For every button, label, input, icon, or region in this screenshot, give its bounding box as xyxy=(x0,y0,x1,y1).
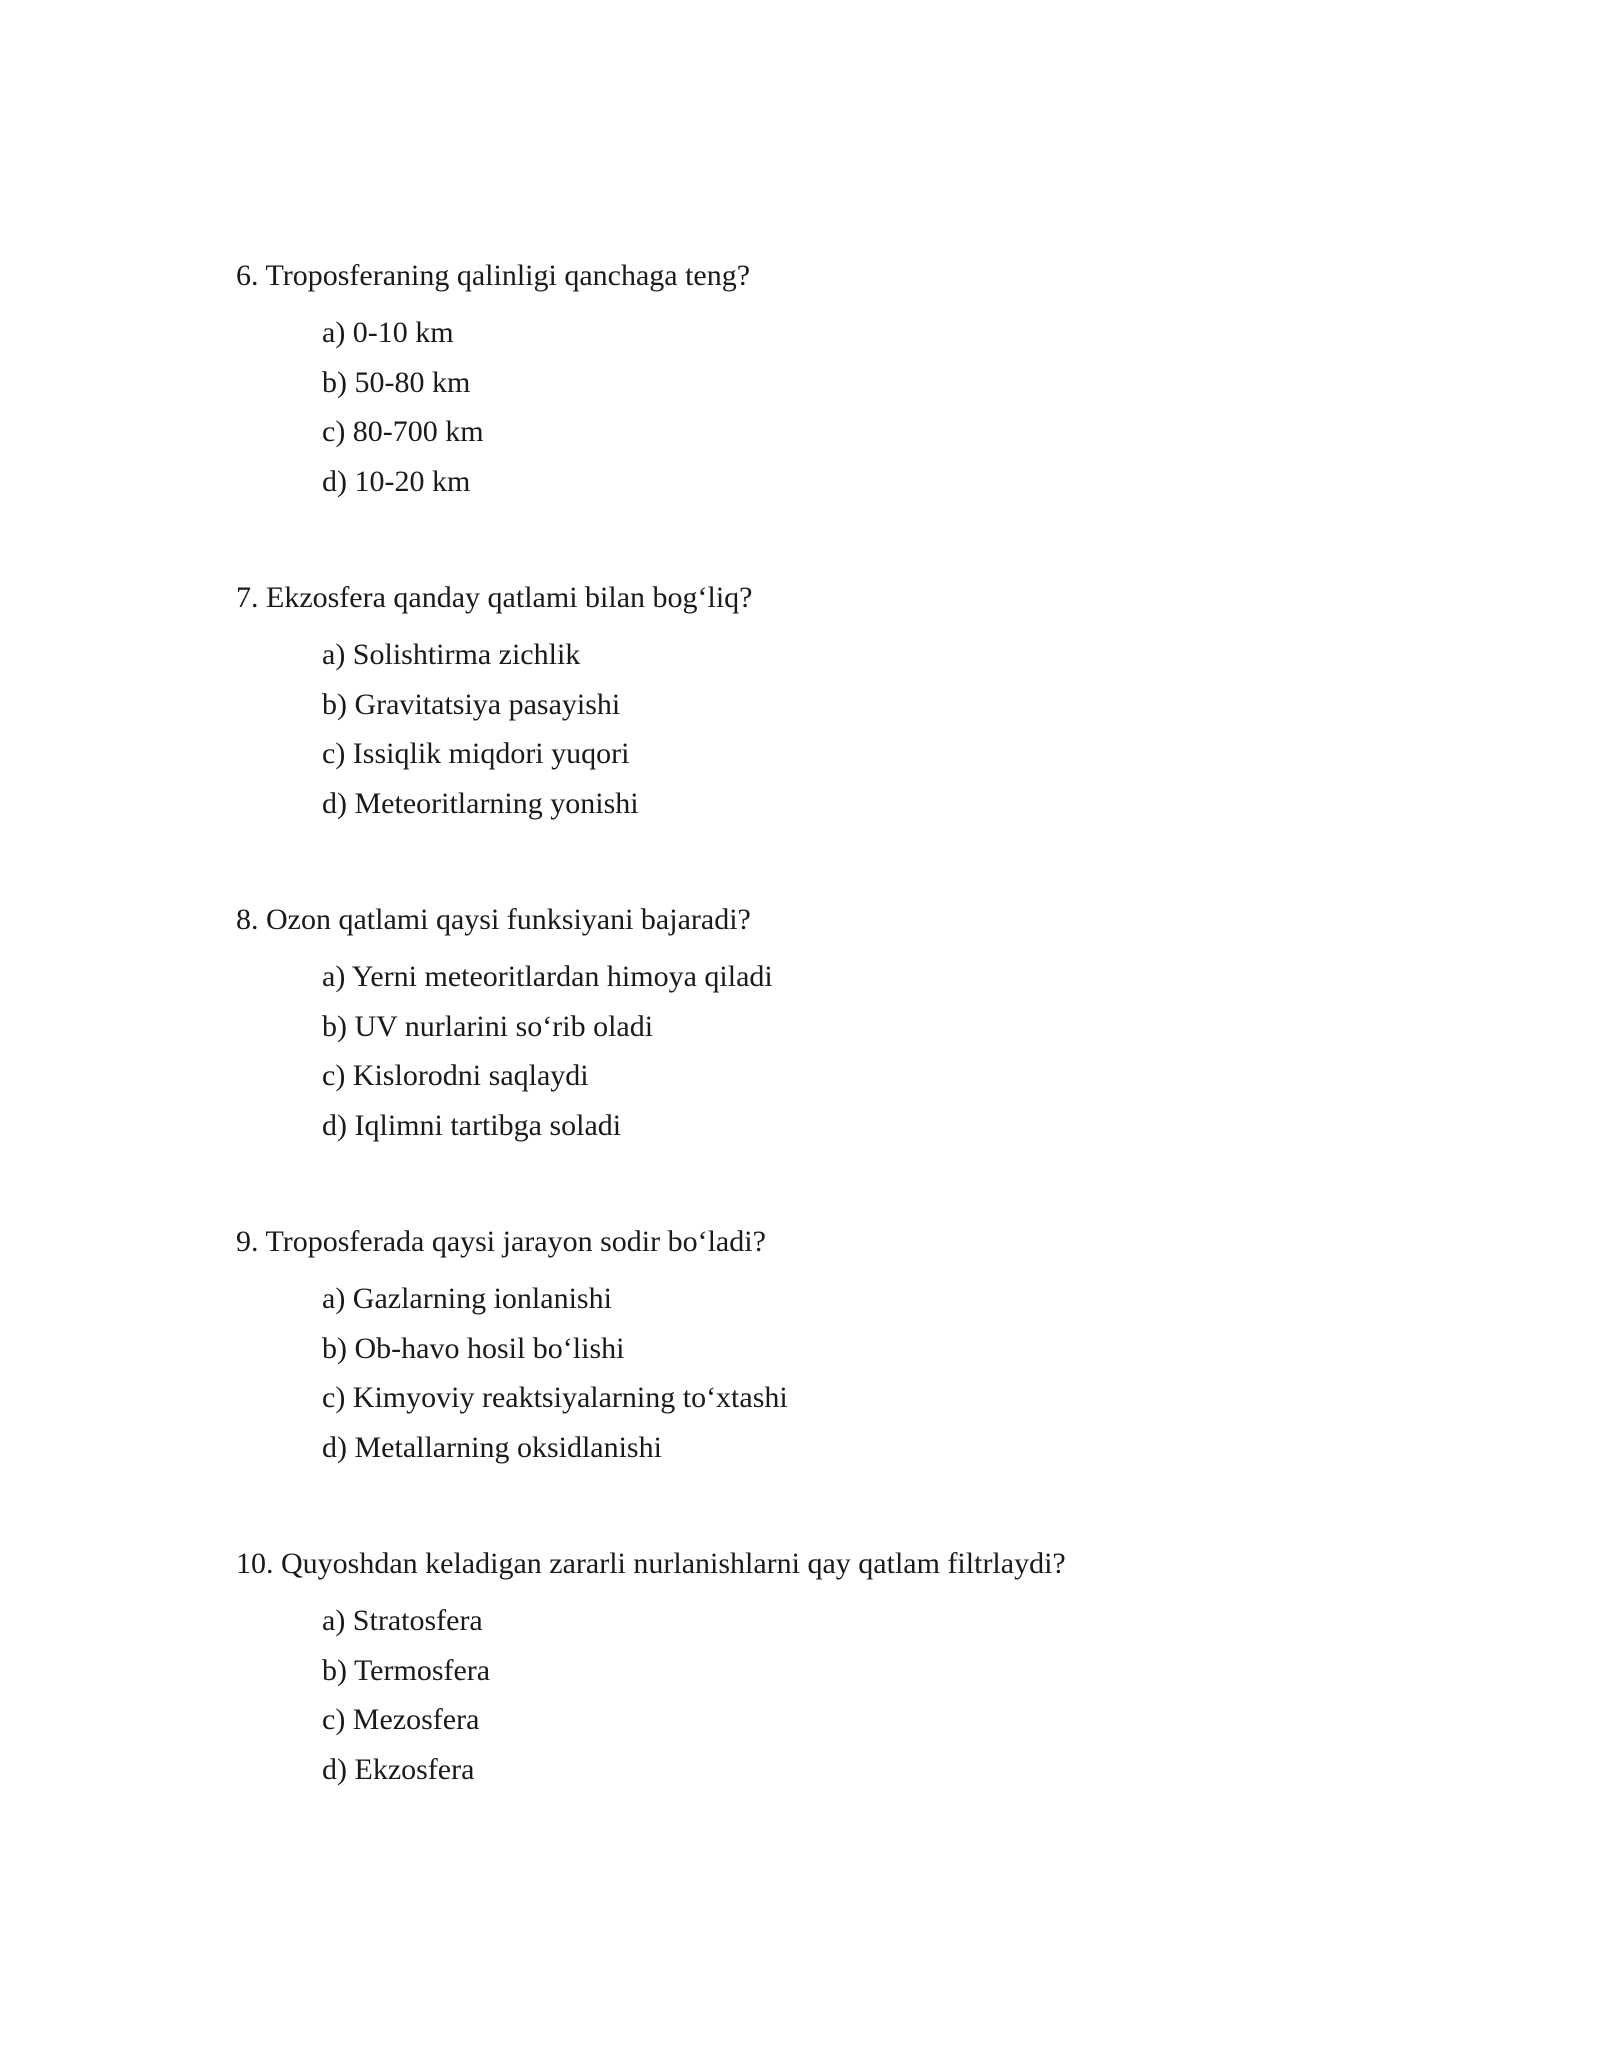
option-d: d) Meteoritlarning yonishi xyxy=(322,786,639,820)
option-b: b) 50-80 km xyxy=(322,365,471,399)
option-d: d) 10-20 km xyxy=(322,464,471,498)
option-c: c) Mezosfera xyxy=(322,1703,480,1736)
option-b: b) UV nurlarini so‘rib oladi xyxy=(322,1009,654,1043)
option-d: d) Iqlimni tartibga soladi xyxy=(322,1108,622,1142)
question-7 xyxy=(236,579,1436,834)
option-b: b) Gravitatsiya pasayishi xyxy=(322,687,621,721)
question-8 xyxy=(236,901,1436,1156)
option-d: d) Metallarning oksidlanishi xyxy=(322,1430,662,1464)
answer-options xyxy=(322,1602,1436,1800)
option-c: c) 80-700 km xyxy=(322,415,484,448)
question-10 xyxy=(236,1545,1436,1800)
question-6 xyxy=(236,257,1436,512)
option-a: a) 0-10 km xyxy=(322,316,454,349)
option-b: b) Termosfera xyxy=(322,1653,491,1687)
answer-options xyxy=(322,314,1436,512)
answer-options xyxy=(322,958,1436,1156)
option-b: b) Ob-havo hosil bo‘lishi xyxy=(322,1331,625,1365)
question-text: 9. Troposferada qaysi jarayon sodir bo‘ladi? xyxy=(236,1225,766,1258)
question-text: 10. Quyoshdan keladigan zararli nurlanishlarni qay qatlam filtrlaydi? xyxy=(236,1547,1066,1580)
answer-options xyxy=(322,1280,1436,1478)
question-text: 7. Ekzosfera qanday qatlami bilan bog‘liq? xyxy=(236,581,753,614)
option-c: c) Kislorodni saqlaydi xyxy=(322,1059,589,1092)
option-c: c) Issiqlik miqdori yuqori xyxy=(322,737,630,770)
option-a: a) Yerni meteoritlardan himoya qiladi xyxy=(322,960,773,993)
option-d: d) Ekzosfera xyxy=(322,1752,475,1786)
question-text: 8. Ozon qatlami qaysi funksiyani bajaradi? xyxy=(236,903,751,936)
option-a: a) Stratosfera xyxy=(322,1604,483,1637)
option-c: c) Kimyoviy reaktsiyalarning to‘xtashi xyxy=(322,1381,788,1414)
question-9 xyxy=(236,1223,1436,1478)
answer-options xyxy=(322,636,1436,834)
question-text: 6. Troposferaning qalinligi qanchaga teng? xyxy=(236,259,751,292)
option-a: a) Solishtirma zichlik xyxy=(322,638,581,671)
option-a: a) Gazlarning ionlanishi xyxy=(322,1282,612,1315)
